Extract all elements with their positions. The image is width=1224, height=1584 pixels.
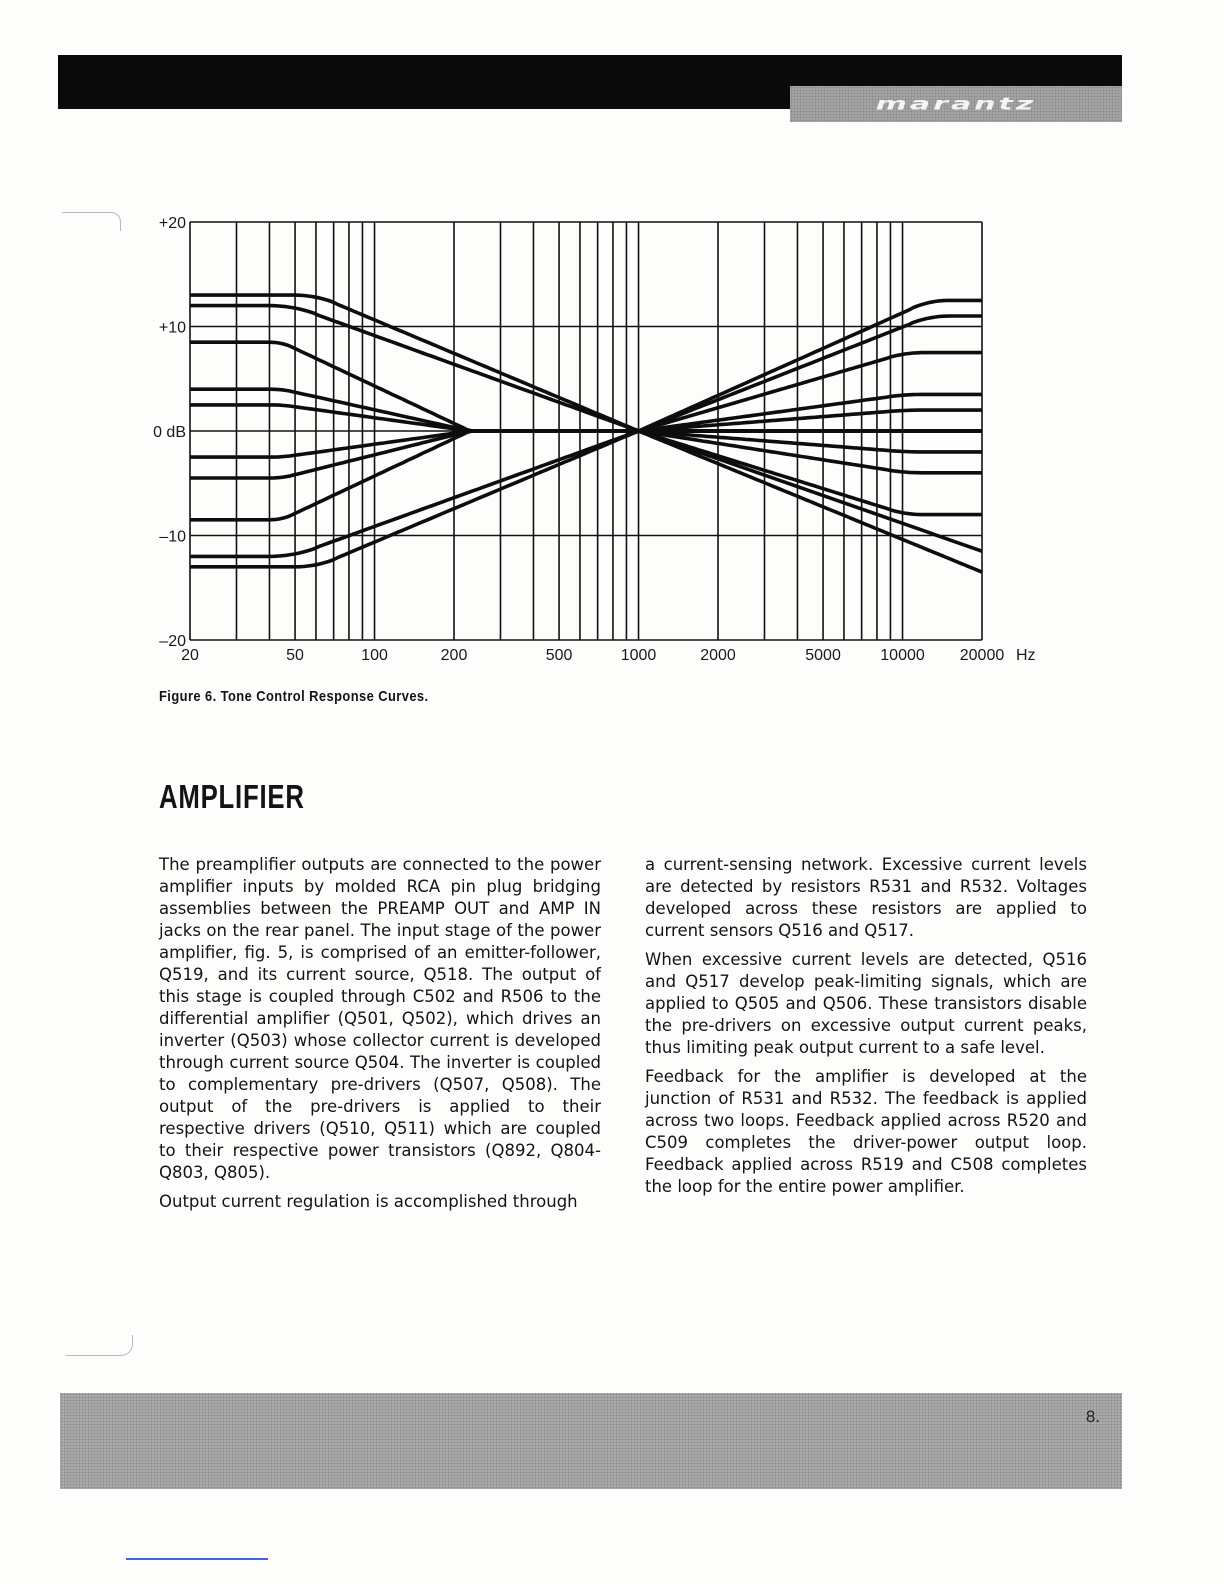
tone-chart-svg [120,200,1060,680]
figure-caption: Figure 6. Tone Control Response Curves. [159,688,429,705]
tone-control-chart [120,200,1060,684]
x-tick-label: 20000 [959,647,1005,664]
brand-logo [790,86,1122,122]
x-tick-label: 2000 [700,647,736,664]
bass-response-curve [190,431,982,520]
left-column [159,854,601,1220]
x-tick-label: 5000 [805,647,841,664]
x-tick-label: 500 [545,647,573,664]
y-tick-label: –20 [159,633,186,650]
section-title: AMPLIFIER [159,778,305,815]
treble-response-curve [639,410,983,431]
treble-response-curve [639,431,983,551]
paragraph: The preamplifier outputs are connected to the power amplifier inputs by molded RCA pin plug bridging assemblies between the PREAMP OUT and AMP IN jacks on the rear panel. The input stage of the power amplifier, fig. 5, is comprised of an emitter-follower, Q519, and its current source, Q518. The output of this stage is coupled through C502 and R506 to the differential amplifier (Q501, Q502), which drives an inverter (Q503) whose collector current is developed through current source Q504. The inverter is coupled to complementary pre-drivers (Q507, Q508). The output of the pre-drivers is applied to their respective drivers (Q510, Q511) which are coupled to their respective power transistors (Q892, Q804-Q803, Q805). [159,855,601,1182]
x-unit-label: Hz [1016,647,1036,664]
x-tick-label: 20 [181,647,199,664]
binding-mark-bottom [66,1335,133,1356]
y-tick-label: –10 [159,528,186,546]
brand-logo-text: marantz [875,94,1037,114]
x-tick-label: 200 [440,647,468,664]
paragraph: Feedback for the amplifier is developed at the junction of R531 and R532. The feedback is applied across two loops. Feedback applied across R520 and C509 completes the driver-power output loop. Feedback applied across R519 and C508 completes the loop for the entire power amplifier. [645,1067,1087,1196]
paragraph: When excessive current levels are detected, Q516 and Q517 develop peak-limiting signals, which are applied to Q505 and Q506. These transistors disable the pre-drivers on excessive output current peaks, thus limiting peak output current to a safe level. [645,950,1087,1057]
y-tick-label: +20 [158,215,186,232]
y-tick-label: 0 dB [153,424,186,441]
x-tick-label: 100 [361,647,388,664]
bass-response-curve [190,342,982,431]
x-tick-label: 50 [286,647,304,664]
right-column [645,854,1087,1205]
paragraph: Output current regulation is accomplished through [159,1192,578,1211]
paragraph: a current-sensing network. Excessive current levels are detected by resistors R531 and R532. Voltages developed across these resistors are applied to current sensors Q516 and Q517. [645,855,1087,940]
scan-artifact-line [126,1558,268,1560]
binding-mark-top [62,212,121,231]
x-tick-label: 10000 [880,647,925,664]
treble-response-curve [639,316,983,431]
bass-response-curve [190,431,982,567]
x-tick-label: 1000 [620,647,657,664]
y-tick-label: +10 [158,319,186,337]
page-number: 8. [1085,1407,1100,1426]
footer-bar [60,1393,1122,1489]
